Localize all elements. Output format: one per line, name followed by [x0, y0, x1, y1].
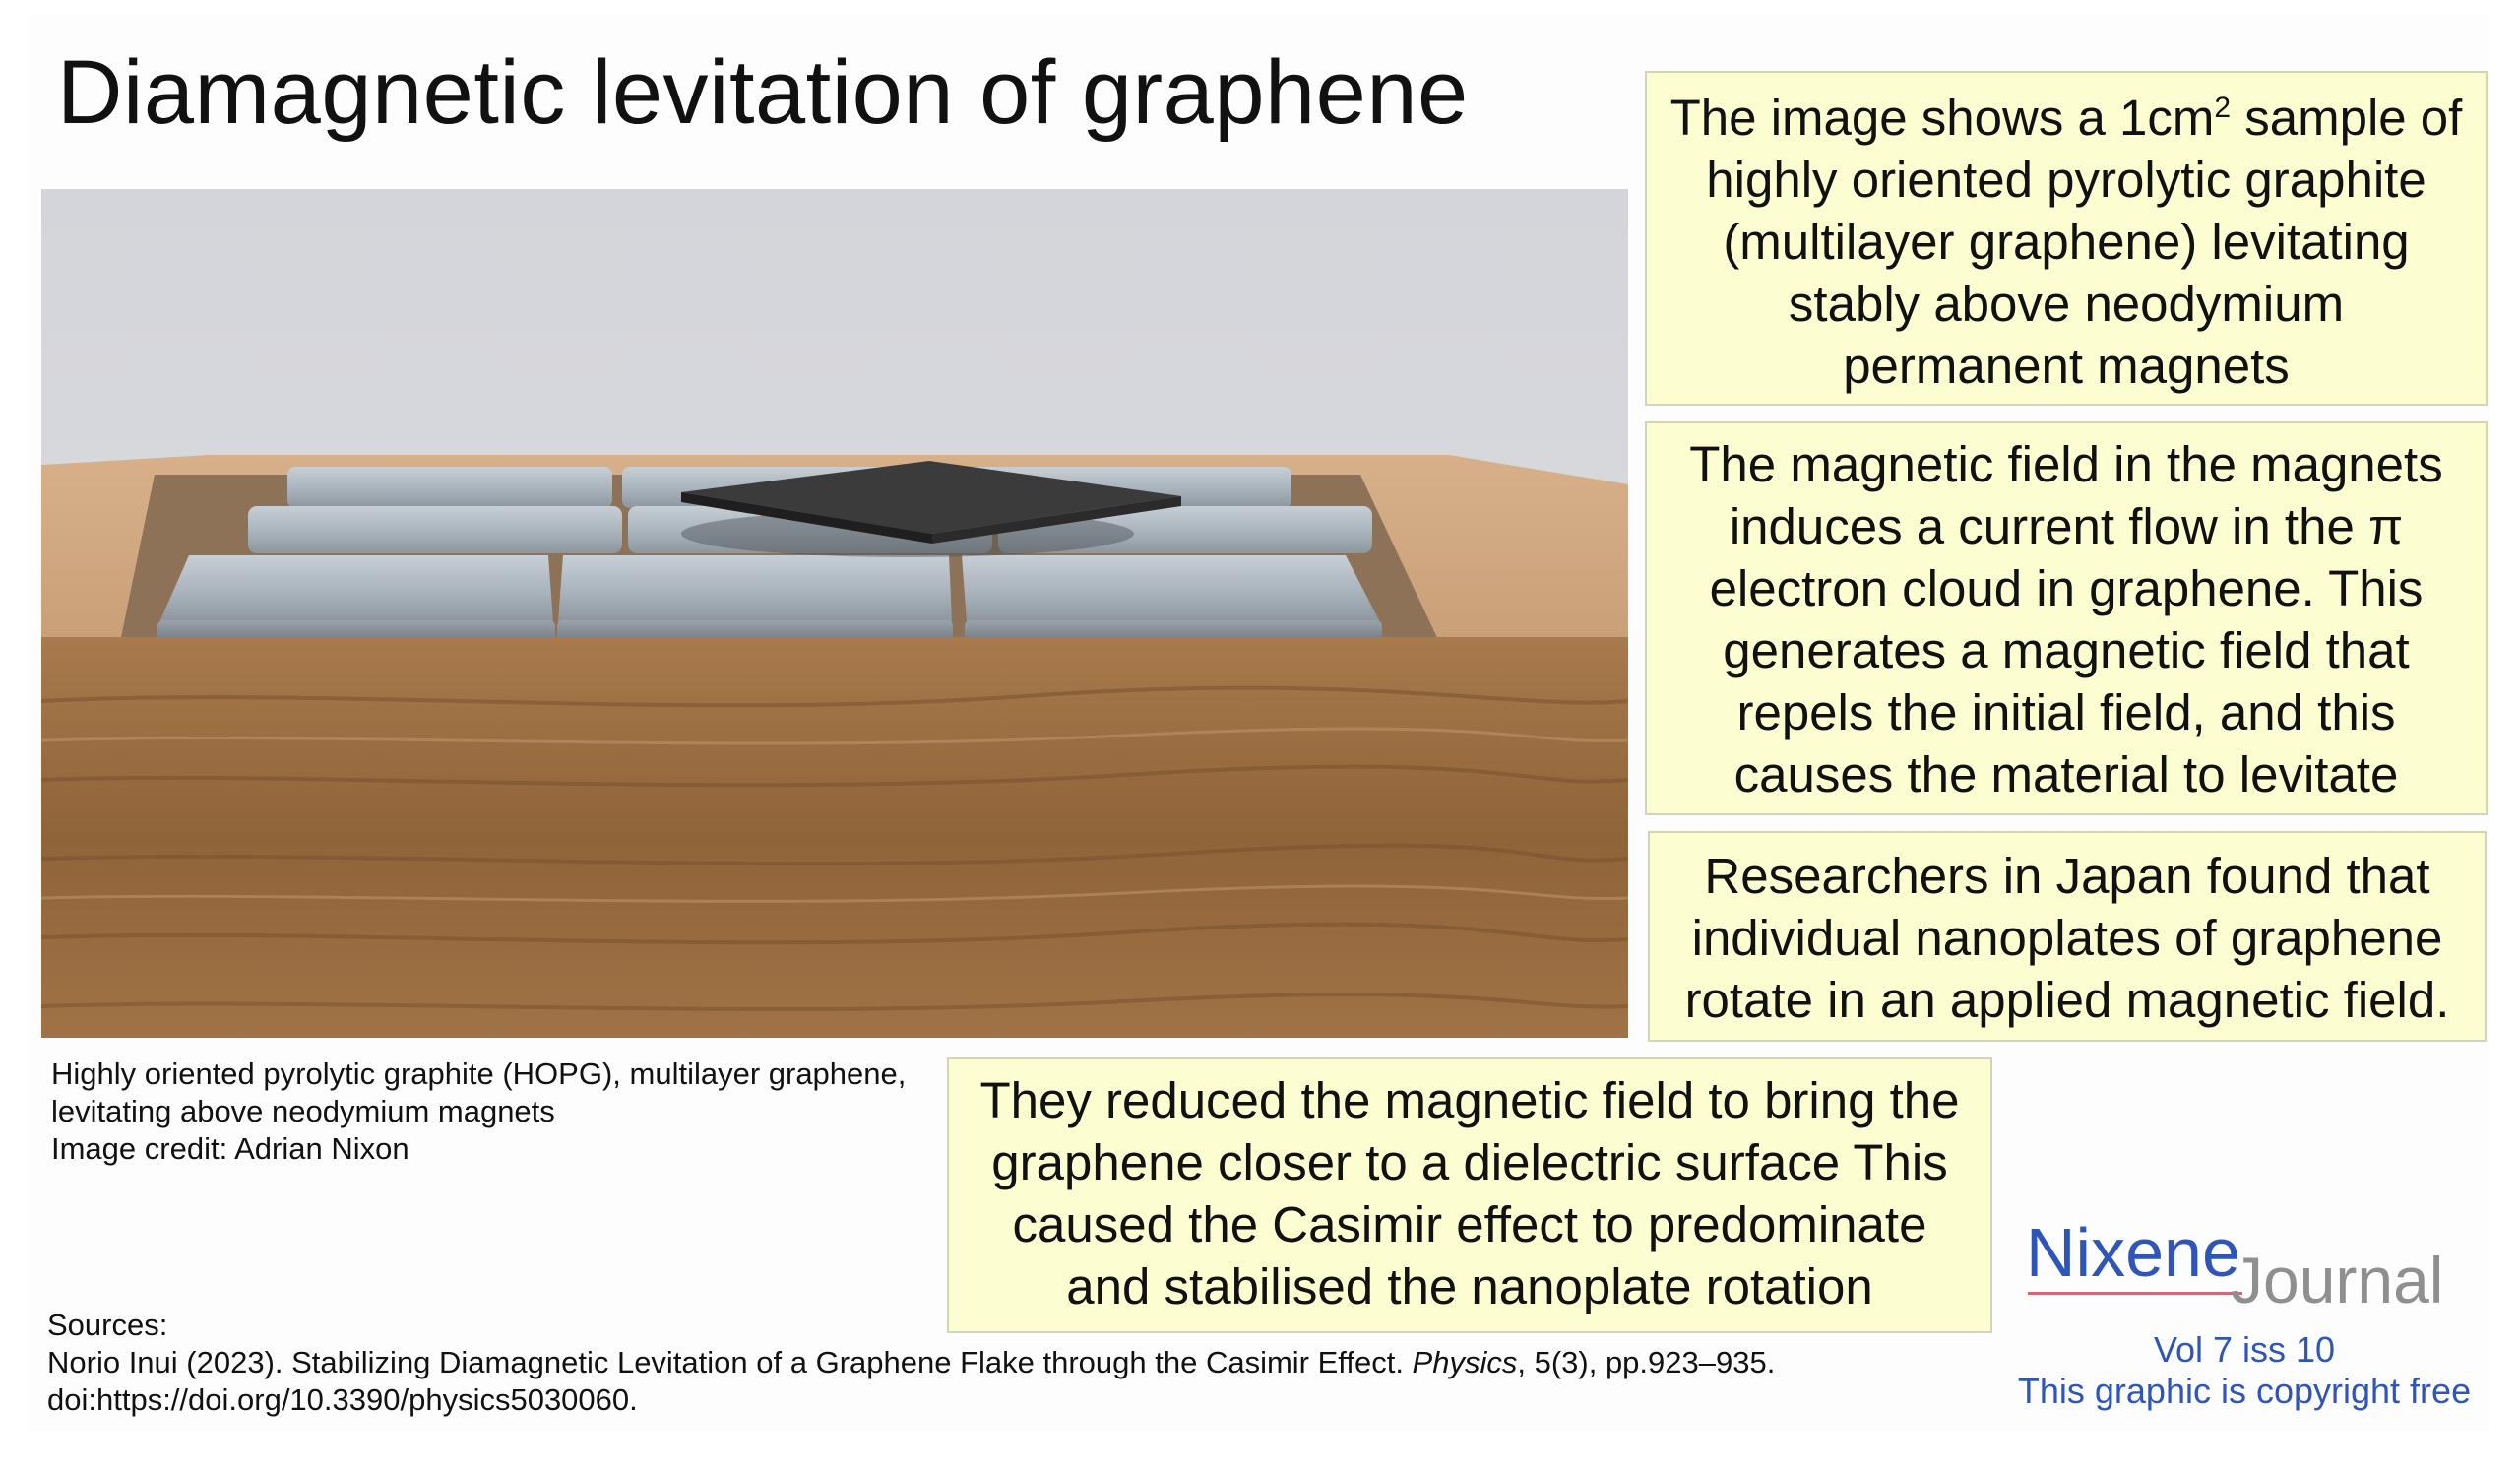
caption-line: levitating above neodymium magnets [51, 1094, 555, 1128]
logo-nixene: Nixene [2026, 1214, 2240, 1291]
logo-journal: Journal [2231, 1244, 2444, 1316]
info-line: (multilayer graphene) levitating [1723, 214, 2410, 270]
copyright-notice: This graphic is copyright free [2017, 1371, 2472, 1411]
info-line: generates a magnetic field that [1723, 622, 2410, 678]
info-box-sample [1645, 71, 2488, 406]
info-line: They reduced the magnetic field to bring the [979, 1072, 1960, 1128]
sources-section [47, 1307, 1775, 1419]
info-line: and stabilised the nanoplate rotation [1066, 1258, 1873, 1314]
volume-issue: Vol 7 iss 10 [2153, 1329, 2336, 1370]
info-line: individual nanoplates of graphene [1691, 910, 2443, 966]
info-line: permanent magnets [1843, 338, 2290, 394]
sources-heading: Sources: [47, 1308, 168, 1342]
info-line: electron cloud in graphene. This [1709, 560, 2424, 616]
levitation-photo [41, 189, 1628, 1038]
nixene-journal-logo [2026, 1213, 2459, 1321]
info-line: stably above neodymium [1788, 276, 2345, 332]
info-line: causes the material to levitate [1733, 746, 2399, 802]
reference-doi: doi:https://doi.org/10.3390/physics5030060. [47, 1382, 638, 1417]
info-line: caused the Casimir effect to predominate [1012, 1196, 1927, 1252]
page-title: Diamagnetic levitation of graphene [57, 42, 1469, 143]
info-line: rotate in an applied magnetic field. [1684, 972, 2450, 1028]
info-box-research [1648, 831, 2487, 1042]
reference-citation: Norio Inui (2023). Stabilizing Diamagnetic Levitation of a Graphene Flake through the Casimir Effect. Physics, 5(3), pp.923–935. [47, 1345, 1776, 1379]
caption-line: Highly oriented pyrolytic graphite (HOPG), multilayer graphene, [51, 1057, 907, 1091]
info-box-casimir [947, 1057, 1992, 1333]
info-line: graphene closer to a dielectric surface This [991, 1134, 1948, 1190]
superscript: 2 [2214, 92, 2232, 124]
info-box-mechanism [1645, 421, 2488, 815]
info-line: repels the initial field, and this [1736, 684, 2396, 740]
info-line: induces a current flow in the π [1729, 498, 2404, 554]
logo-underline [2028, 1292, 2242, 1295]
info-line: Researchers in Japan found that [1704, 848, 2430, 904]
info-line: highly oriented pyrolytic graphite [1706, 152, 2426, 208]
journal-name: Physics [1412, 1345, 1518, 1379]
info-line: The image shows a $1cm^2$ sample of [1670, 90, 2463, 146]
photo-caption [51, 1056, 906, 1168]
image-credit: Image credit: Adrian Nixon [51, 1131, 410, 1166]
info-line: The magnetic field in the magnets [1689, 436, 2443, 492]
